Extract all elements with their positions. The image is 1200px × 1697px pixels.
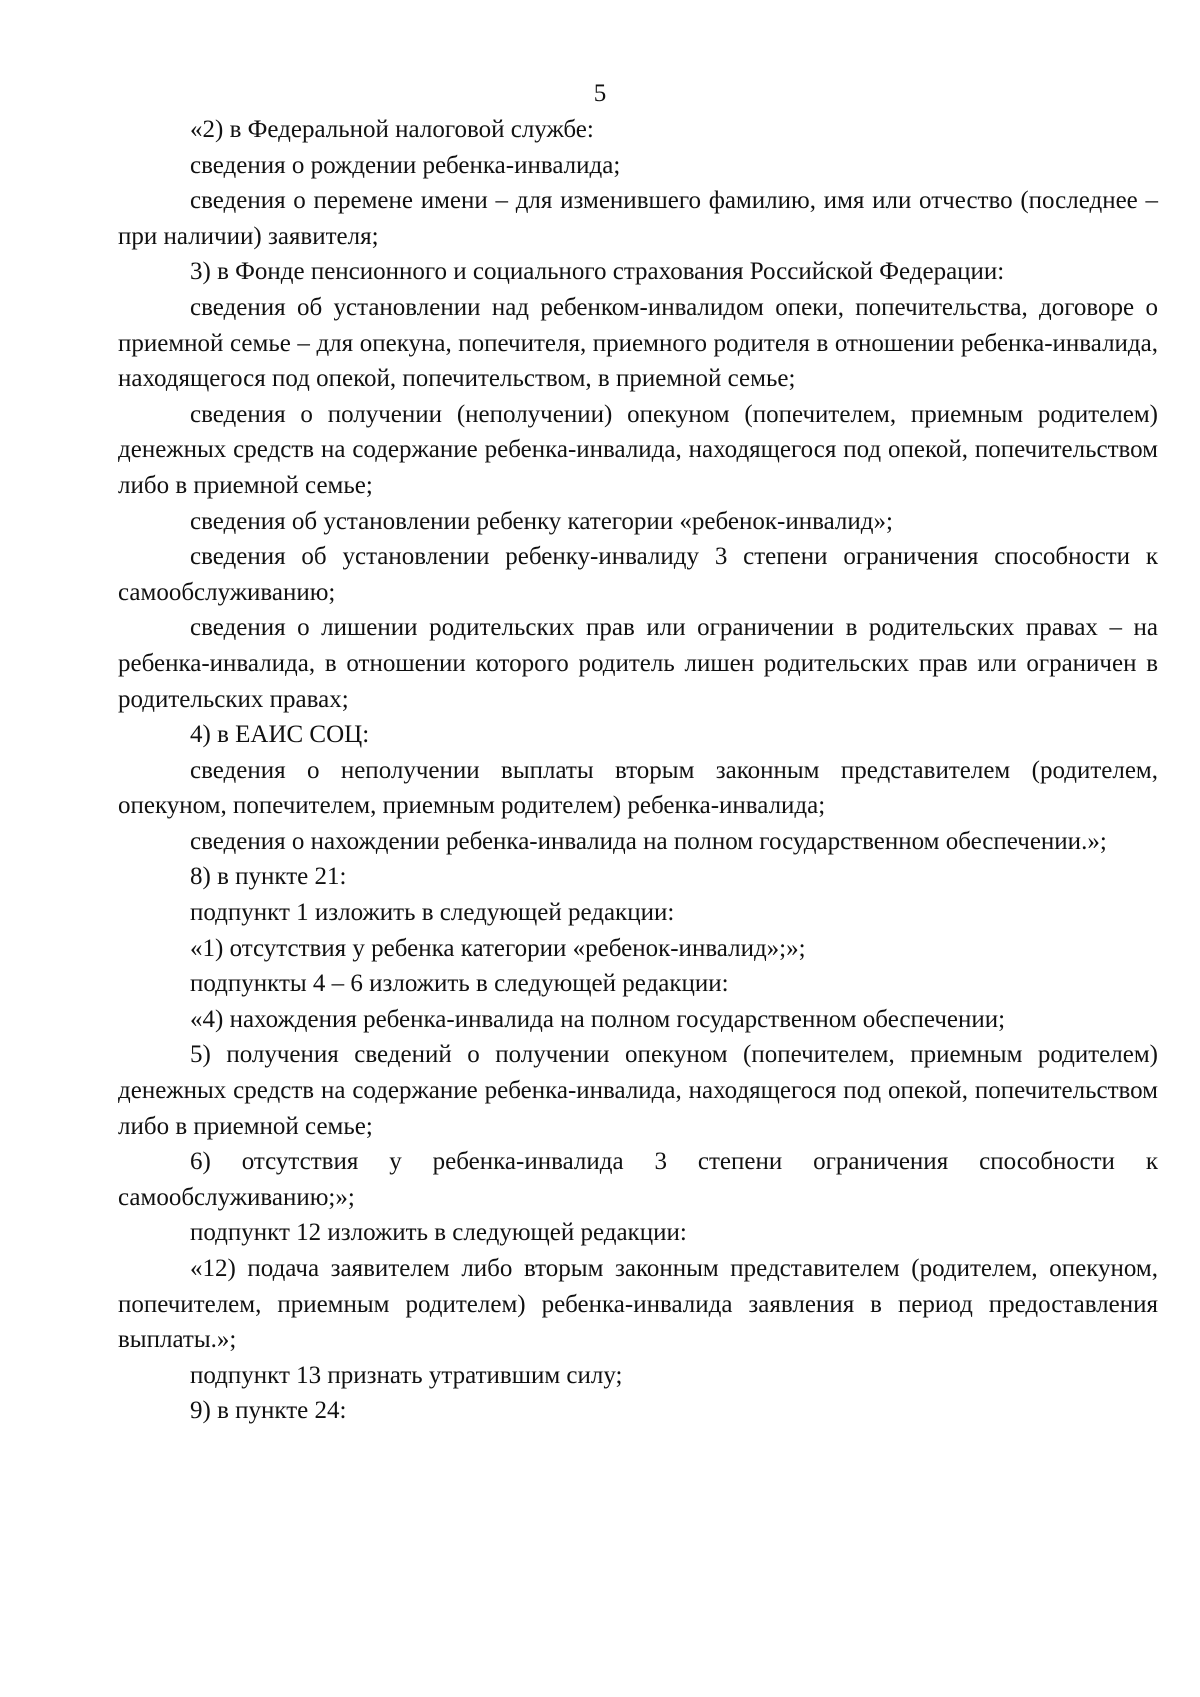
paragraph: 6) отсутствия у ребенка-инвалида 3 степени ограничения способности к самообслуживанию;»; [118,1148,1158,1211]
paragraph: 9) в пункте 24: [190,1397,347,1425]
paragraph: сведения о перемене имени – для изменившего фамилию, имя или отчество (последнее – при наличии) заявителя; [118,187,1158,250]
paragraph: 3) в Фонде пенсионного и социального страхования Российской Федерации: [190,258,1005,286]
paragraph: сведения о неполучении выплаты вторым законным представителем (родителем, опекуном, попечителем, приемным родителем) ребенка-инвалида; [118,756,1158,820]
paragraph: подпункт 12 изложить в следующей редакции: [190,1219,687,1247]
paragraph: «2) в Федеральной налоговой службе: [190,116,594,143]
paragraph: подпункт 13 признать утратившим силу; [190,1361,623,1389]
paragraph: «12) подача заявителем либо вторым законным представителем (родителем, опекуном, попечителем, приемным родителем) ребенка-инвалида заявления в период предоставления выплаты.»; [118,1255,1158,1354]
paragraph: «1) отсутствия у ребенка категории «ребенок-инвалид»;»; [190,934,806,962]
paragraph: сведения об установлении ребенку-инвалиду 3 степени ограничения способности к самообслуживанию; [118,543,1158,606]
paragraph: подпункты 4 – 6 изложить в следующей редакции: [190,970,729,998]
paragraph: подпункт 1 изложить в следующей редакции: [190,899,675,927]
page-number: 5 [593,80,607,107]
paragraph: сведения об установлении над ребенком-инвалидом опеки, попечительства, договоре о приемной семье – для опекуна, попечителя, приемного родителя в отношении ребенка-инвалида, находящегося под опекой, попечительством, в приемной семье; [118,293,1158,393]
paragraph: сведения о рождении ребенка-инвалида; [190,151,621,179]
paragraph: 4) в ЕАИС СОЦ: [190,721,370,749]
paragraph: сведения об установлении ребенку категории «ребенок-инвалид»; [190,507,893,535]
paragraph: сведения о лишении родительских прав или ограничении в родительских правах – на ребенка-инвалида, в отношении которого родитель лишен родительских прав или ограничен в родительских правах; [118,614,1158,713]
paragraph: сведения о получении (неполучении) опекуном (попечителем, приемным родителем) денежных средств на содержание ребенка-инвалида, находящегося под опекой, попечительством либо в приемной семье; [118,400,1158,499]
paragraph: 8) в пункте 21: [190,863,347,891]
paragraph: сведения о нахождении ребенка-инвалида на полном государственном обеспечении.»; [190,827,1107,855]
document-body [118,112,1158,1429]
paragraph: «4) нахождения ребенка-инвалида на полном государственном обеспечении; [190,1005,1006,1033]
paragraph: 5) получения сведений о получении опекуном (попечителем, приемным родителем) денежных средств на содержание ребенка-инвалида, находящегося под опекой, попечительством либо в приемной семье; [118,1041,1158,1140]
